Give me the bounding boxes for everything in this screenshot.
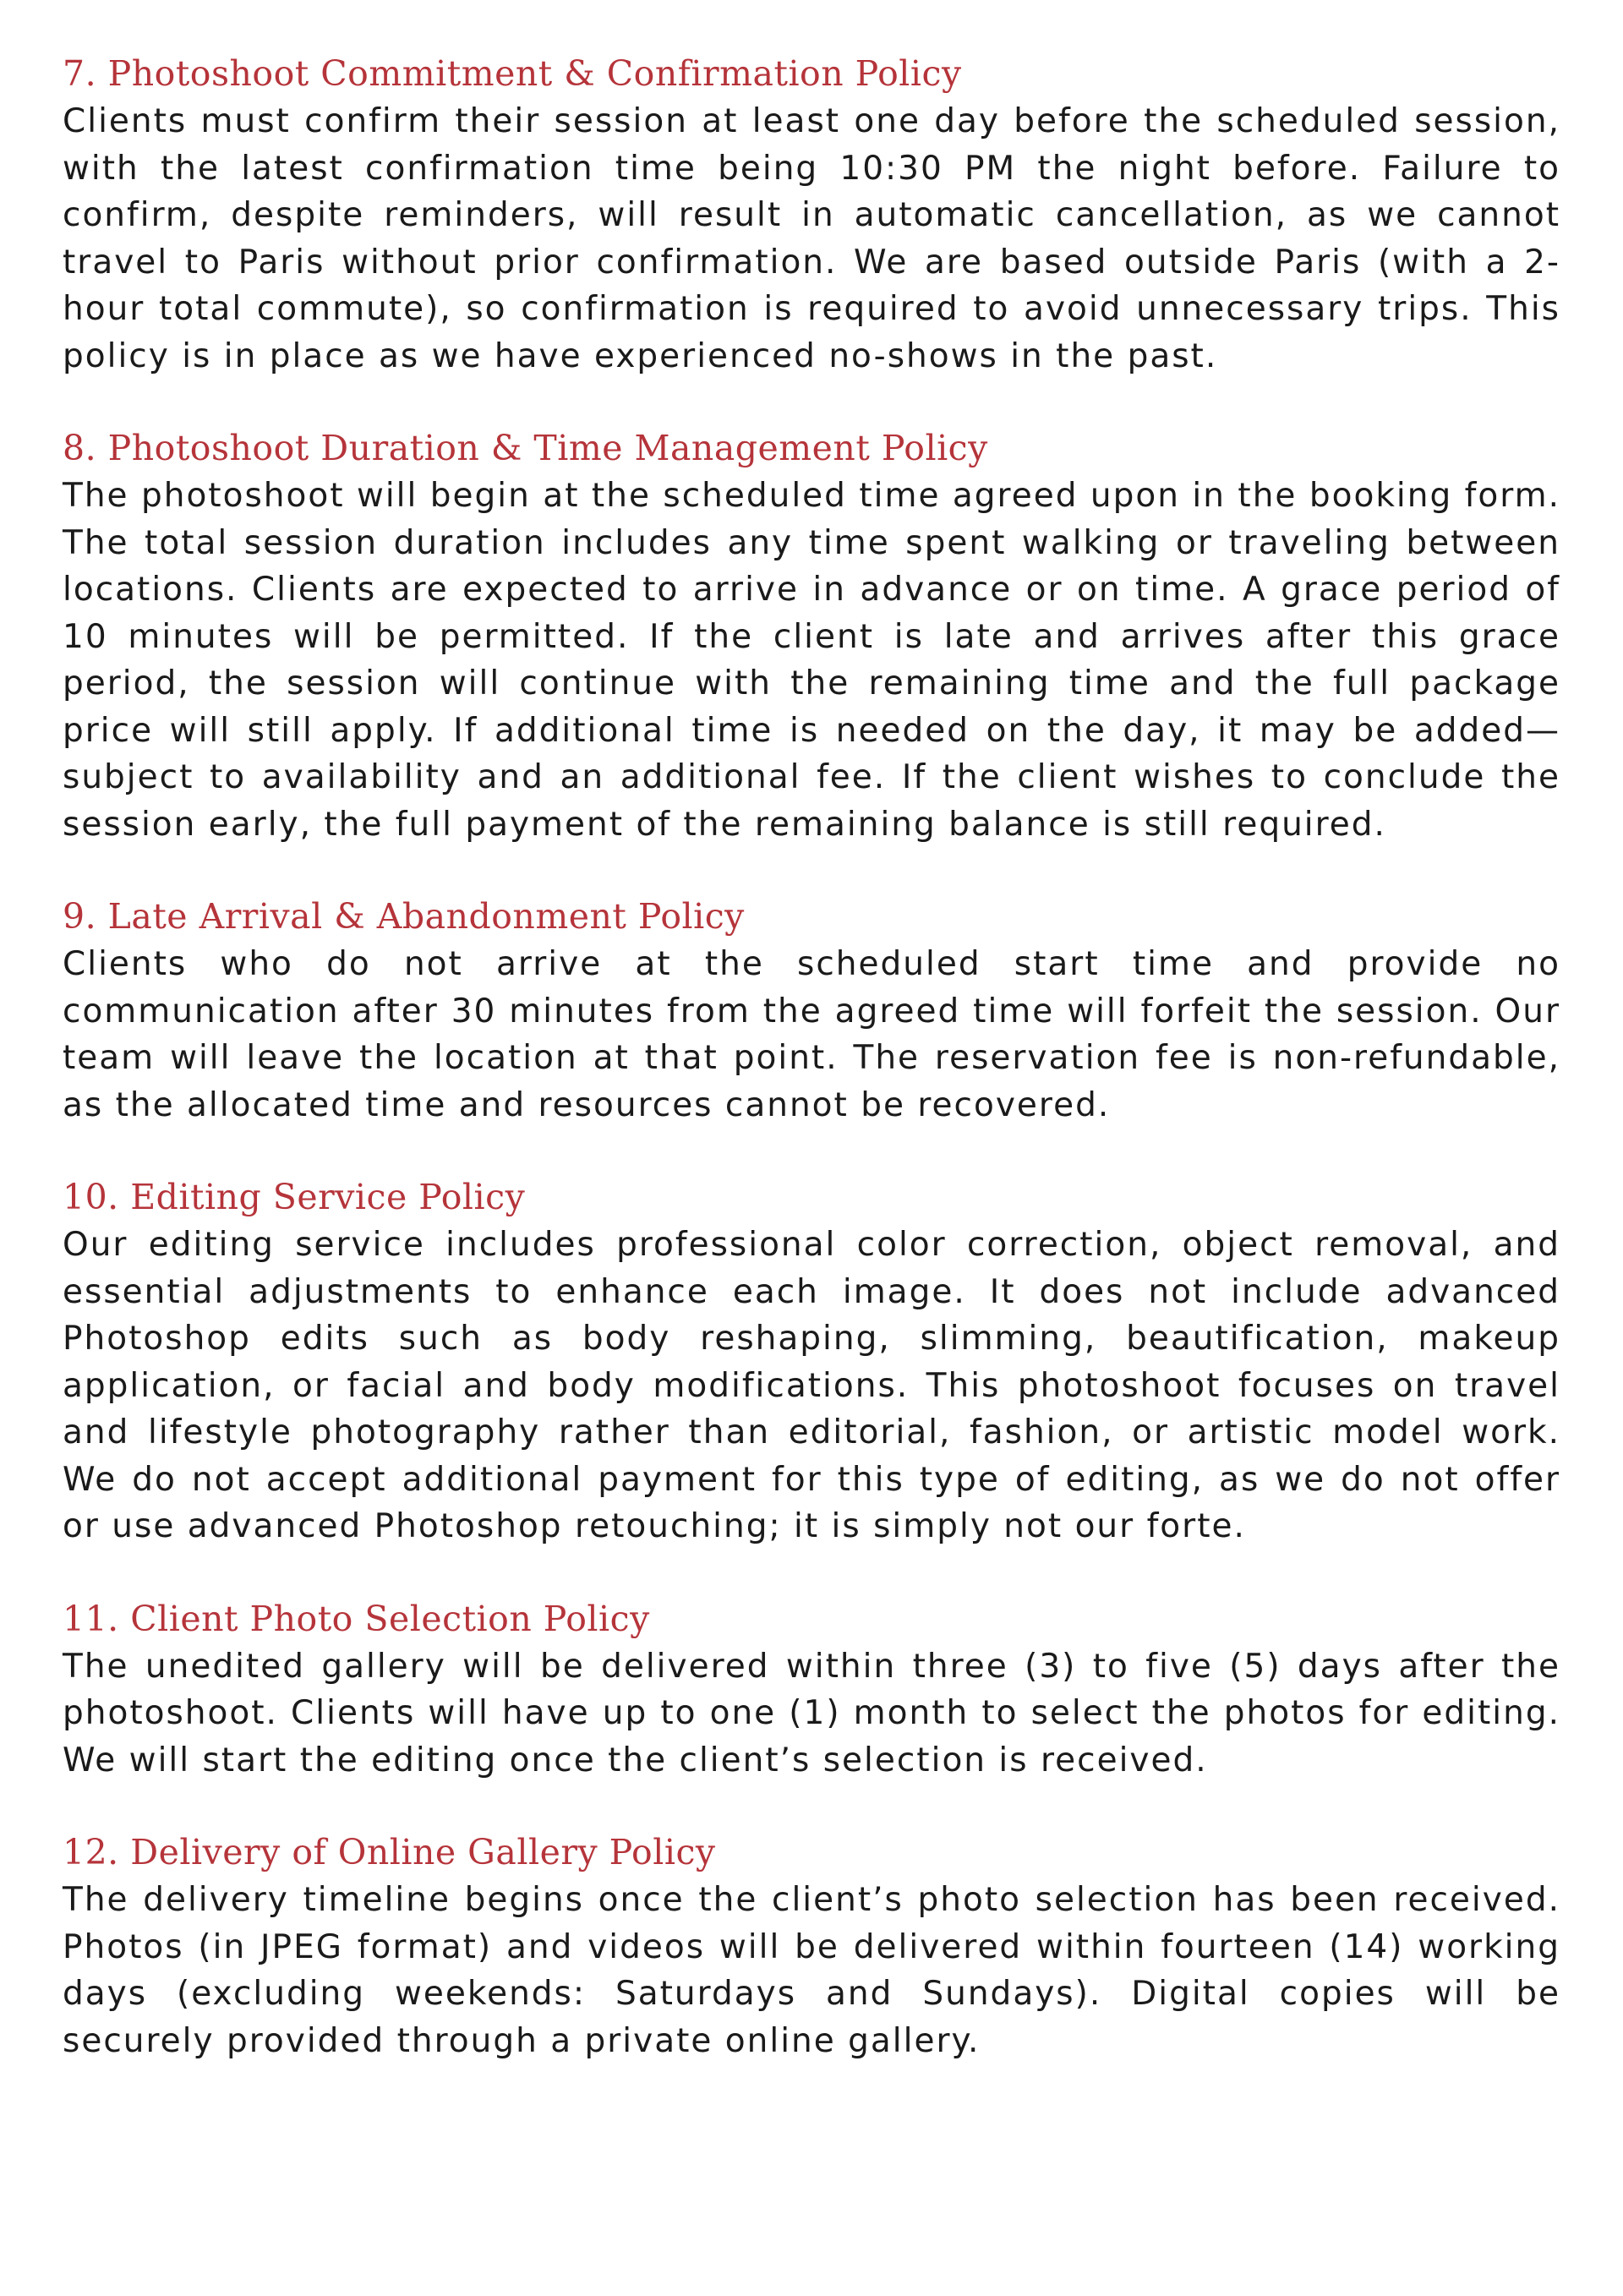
policy-heading: 7. Photoshoot Commitment & Confirmation Policy: [63, 53, 962, 94]
policy-heading: 10. Editing Service Policy: [63, 1177, 526, 1217]
policy-section-11: [63, 1594, 1560, 1785]
policy-body: Clients must confirm their session at least one day before the scheduled session, with the latest confirmation time being 10:30 PM the night before. Failure to confirm, despite reminders, will result in automatic cancellation, as we cannot travel to Paris without prior confirmation. We are based outside Paris (with a 2-hour total commute), so confirmation is required to avoid unnecessary trips. This policy is in place as we have experienced no-shows in the past.: [63, 102, 1560, 375]
policy-section-10: [63, 1173, 1560, 1550]
policy-section-8: [63, 424, 1560, 848]
policy-heading: 12. Delivery of Online Gallery Policy: [63, 1832, 716, 1872]
policy-heading: 11. Client Photo Selection Policy: [63, 1598, 650, 1639]
policy-body: Clients who do not arrive at the scheduled start time and provide no communication after 30 minutes from the agreed time will forfeit the session. Our team will leave the location at that point. The reservation fee is non-refundable, as the allocated time and resources cannot be recovered.: [63, 945, 1560, 1124]
policy-document: [63, 49, 1560, 2064]
policy-section-12: [63, 1828, 1560, 2064]
policy-section-9: [63, 892, 1560, 1129]
policy-body: The unedited gallery will be delivered within three (3) to five (5) days after the photoshoot. Clients will have up to one (1) month to select the photos for editing. We will start the editing once the client’s selection is received.: [63, 1647, 1560, 1779]
policy-body: Our editing service includes professional color correction, object removal, and essential adjustments to enhance each image. It does not include advanced Photoshop edits such as body reshaping, slimming, beautification, makeup application, or facial and body modifications. This photoshoot focuses on travel and lifestyle photography rather than editorial, fashion, or artistic model work. We do not accept additional payment for this type of editing, as we do not offer or use advanced Photoshop retouching; it is simply not our forte.: [63, 1226, 1560, 1545]
policy-body: The delivery timeline begins once the client’s photo selection has been received. Photos (in JPEG format) and videos will be delivered within fourteen (14) working days (excluding weekends: Saturdays and Sundays). Digital copies will be securely provided through a private online gallery.: [63, 1881, 1560, 2060]
policy-body: The photoshoot will begin at the scheduled time agreed upon in the booking form. The total session duration includes any time spent walking or traveling between locations. Clients are expected to arrive in advance or on time. A grace period of 10 minutes will be permitted. If the client is late and arrives after this grace period, the session will continue with the remaining time and the full package price will still apply. If additional time is needed on the day, it may be added—subject to availability and an additional fee. If the client wishes to conclude the session early, the full payment of the remaining balance is still required.: [63, 477, 1560, 844]
policy-heading: 8. Photoshoot Duration & Time Management Policy: [63, 428, 988, 468]
policy-heading: 9. Late Arrival & Abandonment Policy: [63, 896, 745, 937]
policy-section-7: [63, 49, 1560, 380]
